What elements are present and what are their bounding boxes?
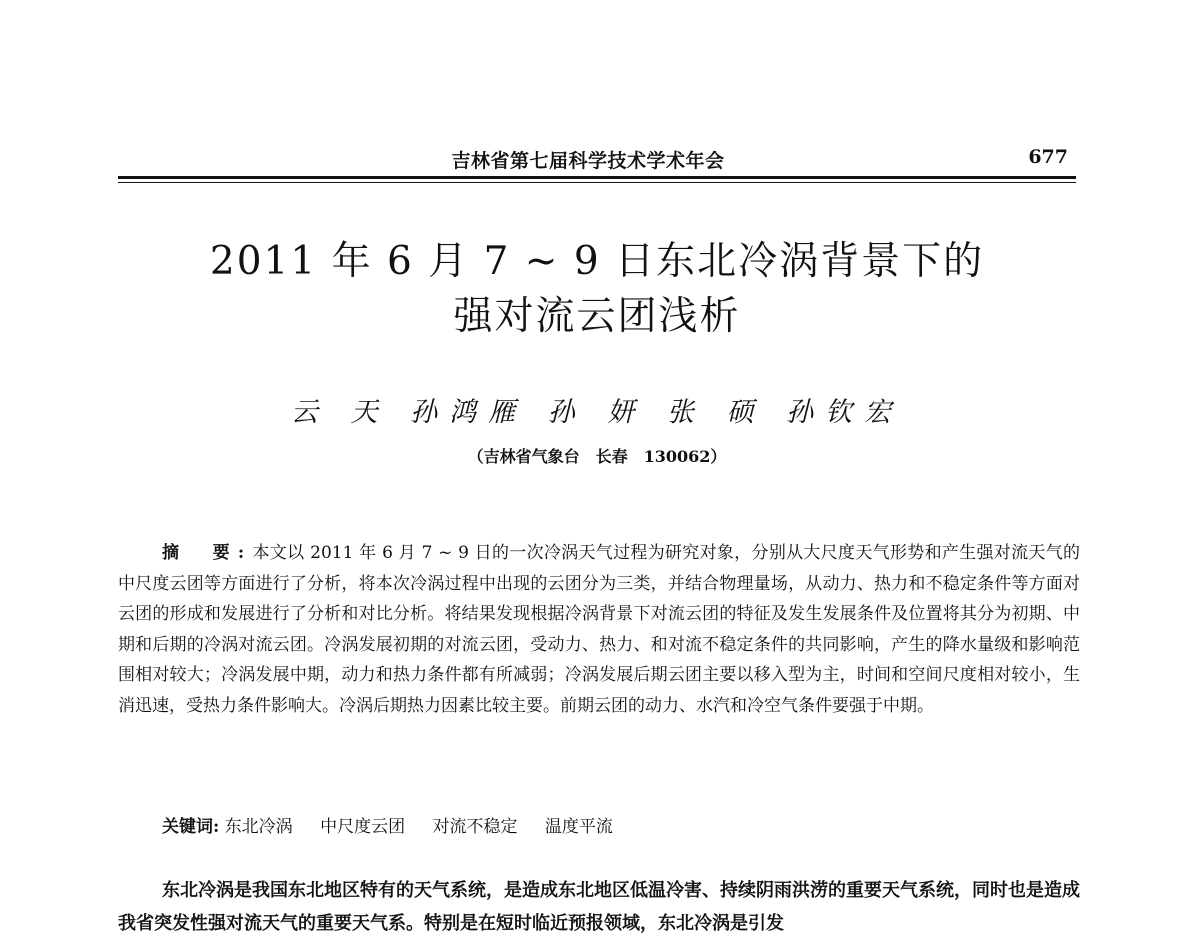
running-header — [118, 146, 1076, 176]
author: 孙 妍 — [547, 397, 647, 428]
keyword: 东北冷涡 — [224, 817, 293, 837]
keyword: 中尺度云团 — [320, 817, 406, 837]
title-line-1: 2011 年 6 月 7 ~ 9 日东北冷涡背景下的 — [209, 239, 985, 284]
abstract — [118, 538, 1080, 721]
abstract-label: 摘 要: — [162, 543, 253, 563]
journal-name: 吉林省第七届科学技术学术年会 — [451, 150, 725, 172]
header-rule — [118, 176, 1076, 179]
author: 张 硕 — [666, 397, 766, 428]
abstract-text: 本文以 2011 年 6 月 7 ~ 9 日的一次冷涡天气过程为研究对象，分别从大尺度天气形势和产生强对流天气的中尺度云团等方面进行了分析，将本次冷涡过程中出现的云团分为三类，并结合物理量场，从动力、热力和不稳定条件等方面对云团的形成和发展进行了分析和对比分析。将结果发现根据冷涡背景下对流云团的特征及发生发展条件及位置将其分为初期、中期和后期的冷涡对流云团。冷涡发展初期的对流云团，受动力、热力、和对流不稳定条件的共同影响，产生的降水量级和影响范围相对较大；冷涡发展中期，动力和热力条件都有所减弱；冷涡发展后期云团主要以移入型为主，时间和空间尺度相对较小，生消迅速，受热力条件影响大。冷涡后期热力因素比较主要。前期云团的动力、水汽和冷空气条件要强于中期。 — [118, 543, 1081, 716]
keyword: 温度平流 — [544, 817, 613, 837]
author: 孙鸿雁 — [410, 397, 528, 428]
body-paragraph: 东北冷涡是我国东北地区特有的天气系统，是造成东北地区低温冷害、持续阴雨洪涝的重要天气系统，同时也是造成我省突发性强对流天气的重要天气系。特别是在短时临近预报领域，东北冷涡是引发 — [118, 880, 1080, 934]
keywords — [162, 812, 1080, 842]
affiliation: （吉林省气象台 长春 130062） — [467, 447, 727, 466]
header-rule-thin — [118, 182, 1076, 183]
title-line-2: 强对流云团浅析 — [453, 294, 741, 339]
author: 云 天 — [290, 397, 390, 428]
author: 孙钦宏 — [786, 397, 904, 428]
keyword: 对流不稳定 — [432, 817, 518, 837]
keywords-label: 关键词: — [162, 817, 220, 837]
page-number: 677 — [1028, 146, 1068, 168]
author-list — [118, 390, 1076, 429]
paper-title — [118, 234, 1076, 344]
